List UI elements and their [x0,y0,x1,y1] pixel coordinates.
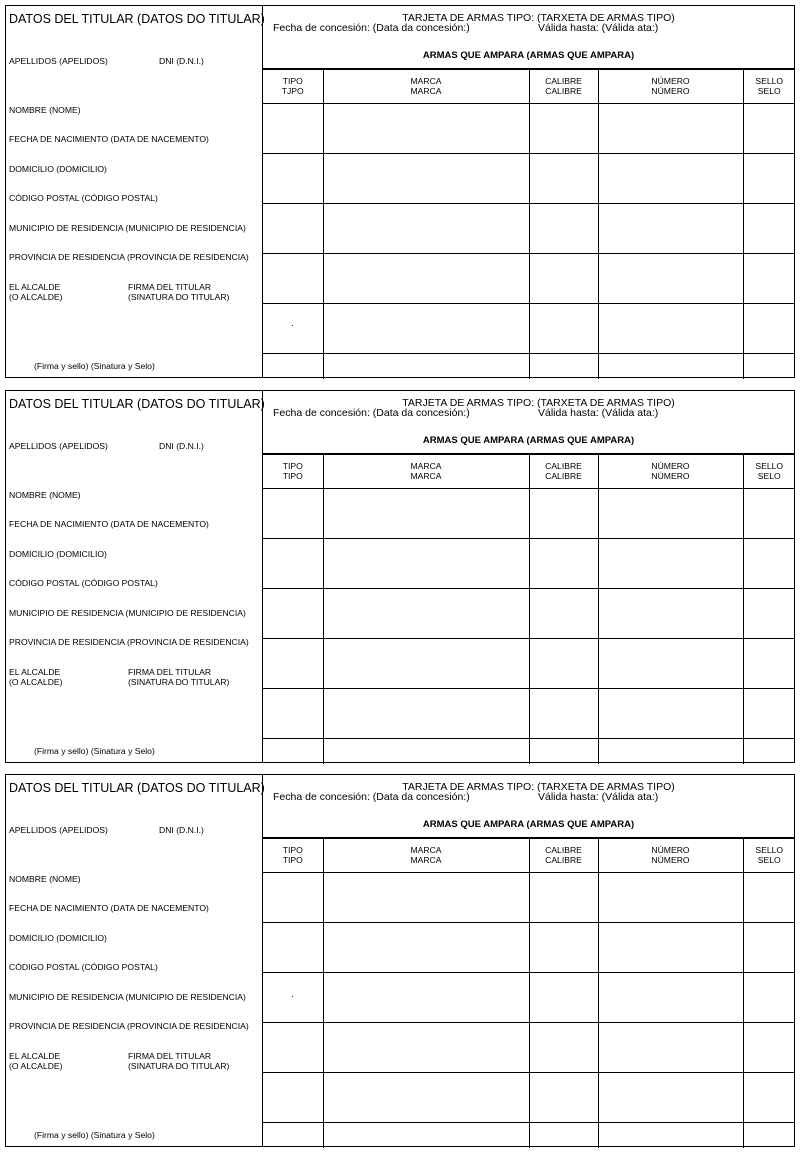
cell-sello[interactable] [743,304,795,354]
cell-calibre[interactable] [529,104,598,154]
cell-marca[interactable] [323,589,529,639]
cell-calibre[interactable] [529,1073,598,1123]
weapons-table-row [263,1023,795,1073]
cell-marca[interactable] [323,689,529,739]
codigo-postal-label: CÓDIGO POSTAL (CÓDIGO POSTAL) [9,578,158,588]
holder-data-section [6,775,263,1146]
cell-tipo[interactable] [263,689,323,739]
weapons-section [263,775,794,1146]
cell-calibre[interactable] [529,873,598,923]
cell-numero[interactable] [598,689,743,739]
cell-marca[interactable] [323,973,529,1023]
col-calibre-header: CALIBRE CALIBRE [529,69,598,104]
weapons-table-header [263,838,795,873]
cell-tipo[interactable] [263,354,323,379]
cell-calibre[interactable] [529,204,598,254]
cell-calibre[interactable] [529,923,598,973]
col-numero-header: NÚMERO NÚMERO [598,454,743,489]
cell-numero[interactable] [598,204,743,254]
weapons-table [263,453,795,764]
cell-tipo[interactable] [263,254,323,304]
weapons-table-row [263,489,795,539]
fecha-nacimiento-label: FECHA DE NACIMIENTO (DATA DE NACEMENTO) [9,903,209,913]
fecha-concesion-label: Fecha de concesión: (Data da concesión:) [273,791,470,803]
municipio-label: MUNICIPIO DE RESIDENCIA (MUNICIPIO DE RESIDENCIA) [9,608,246,618]
cell-numero[interactable] [598,739,743,764]
col-sello-header: SELLO SELO [743,838,795,873]
col-tipo-header: TIPO TIPO [263,454,323,489]
cell-tipo[interactable] [263,589,323,639]
cell-tipo[interactable] [263,539,323,589]
weapons-table-row [263,689,795,739]
cell-tipo[interactable] [263,923,323,973]
cell-tipo[interactable] [263,1123,323,1148]
cell-sello[interactable] [743,254,795,304]
domicilio-label: DOMICILIO (DOMICILIO) [9,549,107,559]
tarjeta-armas-tipo: TARJETA DE ARMAS TIPO: (TARXETA DE ARMAS TIPO) [402,397,675,409]
cell-calibre[interactable] [529,739,598,764]
cell-numero[interactable] [598,1023,743,1073]
codigo-postal-label: CÓDIGO POSTAL (CÓDIGO POSTAL) [9,962,158,972]
firma-sello-label: (Firma y sello) (Sinatura y Selo) [34,361,155,371]
weapons-table-row [263,354,795,379]
holder-data-section [6,391,263,762]
cell-sello[interactable] [743,489,795,539]
weapons-table-row [263,539,795,589]
armas-que-ampara-heading: ARMAS QUE AMPARA (ARMAS QUE AMPARA) [263,43,794,70]
cell-marca[interactable] [323,254,529,304]
cell-tipo[interactable] [263,489,323,539]
weapons-license-card [5,774,795,1147]
alcalde-label: EL ALCALDE [9,1051,61,1061]
alcalde-label: EL ALCALDE [9,667,61,677]
cell-numero[interactable] [598,354,743,379]
cell-calibre[interactable] [529,589,598,639]
valida-hasta-label: Válida hasta: (Válida ata:) [538,22,659,34]
weapons-table-row [263,973,795,1023]
cell-sello[interactable] [743,873,795,923]
cell-marca[interactable] [323,1123,529,1148]
cell-marca[interactable] [323,204,529,254]
weapons-table-row [263,204,795,254]
cell-sello[interactable] [743,1073,795,1123]
col-numero-header: NÚMERO NÚMERO [598,838,743,873]
holder-section-title: DATOS DEL TITULAR (DATOS DO TITULAR) [9,397,265,411]
weapons-table-header [263,69,795,104]
municipio-label: MUNICIPIO DE RESIDENCIA (MUNICIPIO DE RESIDENCIA) [9,223,246,233]
valida-hasta-label: Válida hasta: (Válida ata:) [538,791,659,803]
nombre-label: NOMBRE (NOME) [9,874,81,884]
holder-data-section [6,6,263,377]
col-numero-header: NÚMERO NÚMERO [598,69,743,104]
cell-sello[interactable] [743,204,795,254]
cell-tipo[interactable] [263,639,323,689]
cell-numero[interactable] [598,1123,743,1148]
cell-sello[interactable] [743,739,795,764]
alcalde-label-gl: (O ALCALDE) [9,292,63,302]
cell-numero[interactable] [598,254,743,304]
weapons-table-row [263,873,795,923]
cell-sello[interactable] [743,1123,795,1148]
weapons-table-row [263,589,795,639]
cell-sello[interactable] [743,539,795,589]
municipio-label: MUNICIPIO DE RESIDENCIA (MUNICIPIO DE RESIDENCIA) [9,992,246,1002]
cell-calibre[interactable] [529,539,598,589]
weapons-table-row [263,154,795,204]
apellidos-label: APELLIDOS (APELIDOS) [9,56,108,66]
weapons-table-row [263,254,795,304]
firma-sello-label: (Firma y sello) (Sinatura y Selo) [34,746,155,756]
cell-marca[interactable] [323,639,529,689]
cell-calibre[interactable] [529,489,598,539]
cell-numero[interactable] [598,589,743,639]
weapons-license-card [5,5,795,378]
alcalde-label-gl: (O ALCALDE) [9,677,63,687]
cell-sello[interactable] [743,154,795,204]
armas-que-ampara-heading: ARMAS QUE AMPARA (ARMAS QUE AMPARA) [263,428,794,455]
cell-numero[interactable] [598,1073,743,1123]
weapons-license-card [5,390,795,763]
apellidos-label: APELLIDOS (APELIDOS) [9,441,108,451]
weapons-section [263,391,794,762]
cell-marca[interactable] [323,739,529,764]
weapons-table [263,837,795,1148]
cell-sello[interactable] [743,639,795,689]
armas-que-ampara-heading: ARMAS QUE AMPARA (ARMAS QUE AMPARA) [263,812,794,839]
weapons-section [263,6,794,377]
cell-numero[interactable] [598,539,743,589]
dni-label: DNI (D.N.I.) [159,441,204,451]
cell-marca[interactable] [323,304,529,354]
cell-sello[interactable] [743,689,795,739]
cell-marca[interactable] [323,104,529,154]
nombre-label: NOMBRE (NOME) [9,490,81,500]
cell-marca[interactable] [323,154,529,204]
domicilio-label: DOMICILIO (DOMICILIO) [9,164,107,174]
weapons-table-header [263,454,795,489]
provincia-label: PROVINCIA DE RESIDENCIA (PROVINCIA DE RESIDENCIA) [9,637,249,647]
cell-sello[interactable] [743,1023,795,1073]
cell-tipo[interactable] [263,1023,323,1073]
col-marca-header: MARCA MARCA [323,838,529,873]
weapons-table-row [263,923,795,973]
cell-numero[interactable] [598,154,743,204]
cell-marca[interactable] [323,489,529,539]
cell-tipo[interactable] [263,739,323,764]
provincia-label: PROVINCIA DE RESIDENCIA (PROVINCIA DE RESIDENCIA) [9,1021,249,1031]
holder-section-title: DATOS DEL TITULAR (DATOS DO TITULAR) [9,781,265,795]
provincia-label: PROVINCIA DE RESIDENCIA (PROVINCIA DE RESIDENCIA) [9,252,249,262]
cell-numero[interactable] [598,639,743,689]
col-marca-header: MARCA MARCA [323,454,529,489]
cell-sello[interactable] [743,354,795,379]
cell-numero[interactable] [598,873,743,923]
cell-numero[interactable] [598,104,743,154]
domicilio-label: DOMICILIO (DOMICILIO) [9,933,107,943]
firma-titular-label-gl: (SINATURA DO TITULAR) [128,677,230,687]
cell-tipo[interactable] [263,1073,323,1123]
cell-numero[interactable] [598,973,743,1023]
cell-calibre[interactable] [529,304,598,354]
alcalde-label-gl: (O ALCALDE) [9,1061,63,1071]
weapons-table-row [263,1123,795,1148]
codigo-postal-label: CÓDIGO POSTAL (CÓDIGO POSTAL) [9,193,158,203]
fecha-nacimiento-label: FECHA DE NACIMIENTO (DATA DE NACEMENTO) [9,519,209,529]
cell-tipo[interactable] [263,873,323,923]
col-calibre-header: CALIBRE CALIBRE [529,454,598,489]
cell-marca[interactable] [323,923,529,973]
col-marca-header: MARCA MARCA [323,69,529,104]
cell-sello[interactable] [743,973,795,1023]
stray-mark: . [291,989,294,1000]
weapons-table-row [263,639,795,689]
firma-titular-label: FIRMA DEL TITULAR [128,667,212,677]
cell-numero[interactable] [598,304,743,354]
tarjeta-armas-tipo: TARJETA DE ARMAS TIPO: (TARXETA DE ARMAS TIPO) [402,781,675,793]
cell-numero[interactable] [598,489,743,539]
cell-marca[interactable] [323,539,529,589]
alcalde-label: EL ALCALDE [9,282,61,292]
dni-label: DNI (D.N.I.) [159,56,204,66]
fecha-concesion-label: Fecha de concesión: (Data da concesión:) [273,22,470,34]
col-sello-header: SELLO SELO [743,69,795,104]
cell-sello[interactable] [743,923,795,973]
cell-calibre[interactable] [529,154,598,204]
cell-calibre[interactable] [529,354,598,379]
nombre-label: NOMBRE (NOME) [9,105,81,115]
firma-sello-label: (Firma y sello) (Sinatura y Selo) [34,1130,155,1140]
dni-label: DNI (D.N.I.) [159,825,204,835]
cell-tipo[interactable] [263,104,323,154]
firma-titular-label-gl: (SINATURA DO TITULAR) [128,1061,230,1071]
weapons-table [263,68,795,379]
cell-sello[interactable] [743,104,795,154]
weapons-table-row [263,1073,795,1123]
fecha-concesion-label: Fecha de concesión: (Data da concesión:) [273,407,470,419]
cell-sello[interactable] [743,589,795,639]
cell-marca[interactable] [323,1023,529,1073]
tarjeta-armas-tipo: TARJETA DE ARMAS TIPO: (TARXETA DE ARMAS TIPO) [402,12,675,24]
apellidos-label: APELLIDOS (APELIDOS) [9,825,108,835]
cell-marca[interactable] [323,873,529,923]
fecha-nacimiento-label: FECHA DE NACIMIENTO (DATA DE NACEMENTO) [9,134,209,144]
weapons-table-row [263,739,795,764]
col-sello-header: SELLO SELO [743,454,795,489]
cell-calibre[interactable] [529,1023,598,1073]
cell-marca[interactable] [323,354,529,379]
cell-numero[interactable] [598,923,743,973]
holder-section-title: DATOS DEL TITULAR (DATOS DO TITULAR) [9,12,265,26]
firma-titular-label: FIRMA DEL TITULAR [128,1051,212,1061]
col-tipo-header: TIPO TIPO [263,838,323,873]
firma-titular-label: FIRMA DEL TITULAR [128,282,212,292]
valida-hasta-label: Válida hasta: (Válida ata:) [538,407,659,419]
cell-tipo[interactable] [263,204,323,254]
weapons-table-row [263,104,795,154]
weapons-table-row [263,304,795,354]
col-calibre-header: CALIBRE CALIBRE [529,838,598,873]
cell-tipo[interactable] [263,154,323,204]
cell-calibre[interactable] [529,973,598,1023]
stray-mark: . [291,318,294,329]
firma-titular-label-gl: (SINATURA DO TITULAR) [128,292,230,302]
col-tipo-header: TIPO TJPO [263,69,323,104]
cell-calibre[interactable] [529,639,598,689]
cell-calibre[interactable] [529,689,598,739]
cell-calibre[interactable] [529,254,598,304]
cell-marca[interactable] [323,1073,529,1123]
cell-calibre[interactable] [529,1123,598,1148]
